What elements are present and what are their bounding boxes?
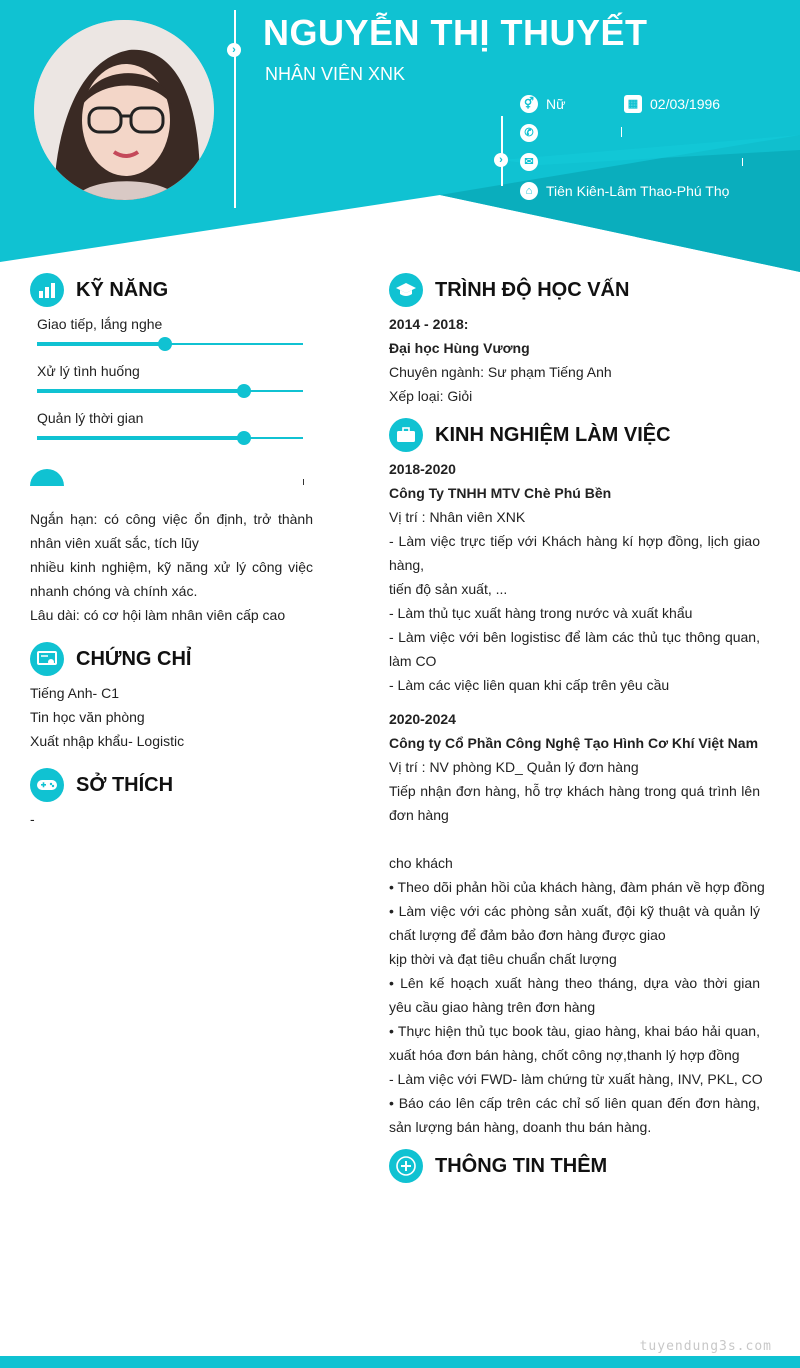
experience-heading [389,418,671,452]
footer-bar [0,1356,800,1368]
skill-label: Quản lý thời gian [37,410,144,426]
education-school: Đại học Hùng Vương [389,340,530,356]
skill-bar-knob [237,431,251,445]
skills-heading [30,273,168,307]
dob-info [624,95,720,113]
info-divider-line [501,116,503,186]
certificate-item: Tin học văn phòng [30,709,145,725]
job-line: - Làm việc với bên logistisc để làm các thủ tục thông quan, làm CO [389,629,760,669]
phone-icon: ✆ [520,124,538,142]
skill-bar [37,343,303,345]
skill-label: Giao tiếp, lắng nghe [37,316,163,332]
briefcase-icon [389,418,423,452]
skill-bar [37,437,303,439]
job-line: • Làm việc với các phòng sản xuất, đội kỹ thuật và quản lý chất lượng để đảm bảo đơn hàng được giao [389,903,760,943]
education-major: Chuyên ngành: Sư phạm Tiếng Anh [389,364,612,380]
email-icon: ✉ [520,153,538,171]
job-line: - Làm việc trực tiếp với Khách hàng kí hợp đồng, lịch giao hàng, [389,533,760,573]
extra-info-heading-text: THÔNG TIN THÊM [435,1154,608,1177]
skill-bar-knob [158,337,172,351]
certificate-item: Tiếng Anh- C1 [30,685,119,701]
job-line: • Báo cáo lên cấp trên các chỉ số liên quan đến đơn hàng, sản lượng bán hàng, doanh thu bán hàng. [389,1095,760,1135]
skill-bar-fill [37,436,244,440]
job-company: Công ty Cổ Phần Công Nghệ Tạo Hình Cơ Khí Việt Nam [389,735,759,751]
goals-text: Lâu dài: có cơ hội làm nhân viên cấp cao [30,607,286,623]
gamepad-icon [30,768,64,802]
job-line: - Làm việc với FWD- làm chứng từ xuất hàng, INV, PKL, CO [389,1071,763,1087]
gender-value: Nữ [546,96,566,112]
education-heading-text: TRÌNH ĐỘ HỌC VẤN [435,278,630,301]
header-divider-line [234,10,236,208]
job-line: • Lên kế hoạch xuất hàng theo tháng, dựa vào thời gian yêu cầu giao hàng trên đơn hàng [389,975,760,1015]
certificate-item: Xuất nhập khẩu- Logistic [30,733,185,749]
address-value: Tiên Kiên-Lâm Thao-Phú Thọ [546,183,730,199]
job-line: • Thực hiện thủ tục book tàu, giao hàng, khai báo hải quan, xuất hóa đơn bán hàng, chốt công nợ,thanh lý hợp đồng [389,1023,760,1063]
info-divider-tick [742,158,743,166]
plus-icon [389,1149,423,1183]
skill-bar-fill [37,389,244,393]
job-period: 2020-2024 [389,711,456,727]
job-line: Tiếp nhận đơn hàng, hỗ trợ khách hàng trong quá trình lên đơn hàng [389,783,760,823]
dob-value: 02/03/1996 [650,96,721,112]
gender-icon: ⚥ [520,95,538,113]
calendar-icon: ▦ [624,95,642,113]
candidate-name: NGUYỄN THỊ THUYẾT [263,12,648,53]
email-info [520,153,546,171]
hobbies-text: - [30,811,35,827]
chevron-right-icon: › [494,153,508,167]
skill-bar-knob [237,384,251,398]
job-line: Vị trí : NV phòng KD_ Quản lý đơn hàng [389,759,639,775]
job-period: 2018-2020 [389,461,456,477]
job-line: cho khách [389,855,453,871]
watermark: tuyendung3s.com [639,1339,772,1354]
phone-info [520,124,546,142]
profile-photo [34,20,214,200]
goals-heading-icon [30,469,64,503]
job-line: - Làm các việc liên quan khi cấp trên yêu cầu [389,677,670,693]
gender-info [520,95,565,113]
skill-bar [37,390,303,392]
job-company: Công Ty TNHH MTV Chè Phú Bền [389,485,612,501]
candidate-position: NHÂN VIÊN XNK [265,64,406,84]
certificate-icon [30,642,64,676]
goals-text: nhiều kinh nghiệm, kỹ năng xử lý công việc nhanh chóng và chính xác. [30,559,313,599]
hobbies-heading [30,768,173,802]
hobbies-heading-text: SỞ THÍCH [76,773,174,796]
job-line: tiến độ sản xuất, ... [389,581,508,597]
certificates-heading-text: CHỨNG CHỈ [76,647,192,670]
skill-label: Xử lý tình huống [37,363,140,379]
goals-heading-underline [303,479,304,485]
goals-text: Ngắn hạn: có công việc ổn định, trở thành nhân viên xuất sắc, tích lũy [30,511,313,551]
address-info [520,182,729,200]
skill-bar-fill [37,342,165,346]
skills-heading-text: KỸ NĂNG [76,278,169,301]
chevron-right-icon: › [227,43,241,57]
avatar-illustration [34,20,214,200]
education-grade: Xếp loại: Giỏi [389,388,473,404]
job-line: kịp thời và đạt tiêu chuẩn chất lượng [389,951,617,967]
extra-info-heading [389,1149,607,1183]
education-period: 2014 - 2018: [389,316,469,332]
home-icon: ⌂ [520,182,538,200]
experience-heading-text: KINH NGHIỆM LÀM VIỆC [435,423,671,446]
education-heading [389,273,629,307]
certificates-heading [30,642,191,676]
job-line: - Làm thủ tục xuất hàng trong nước và xuất khẩu [389,605,693,621]
bar-chart-icon [30,273,64,307]
graduation-cap-icon [389,273,423,307]
info-divider-tick [621,127,622,137]
job-line: Vị trí : Nhân viên XNK [389,509,526,525]
job-line: • Theo dõi phản hồi của khách hàng, đàm phán về hợp đồng [389,879,765,895]
